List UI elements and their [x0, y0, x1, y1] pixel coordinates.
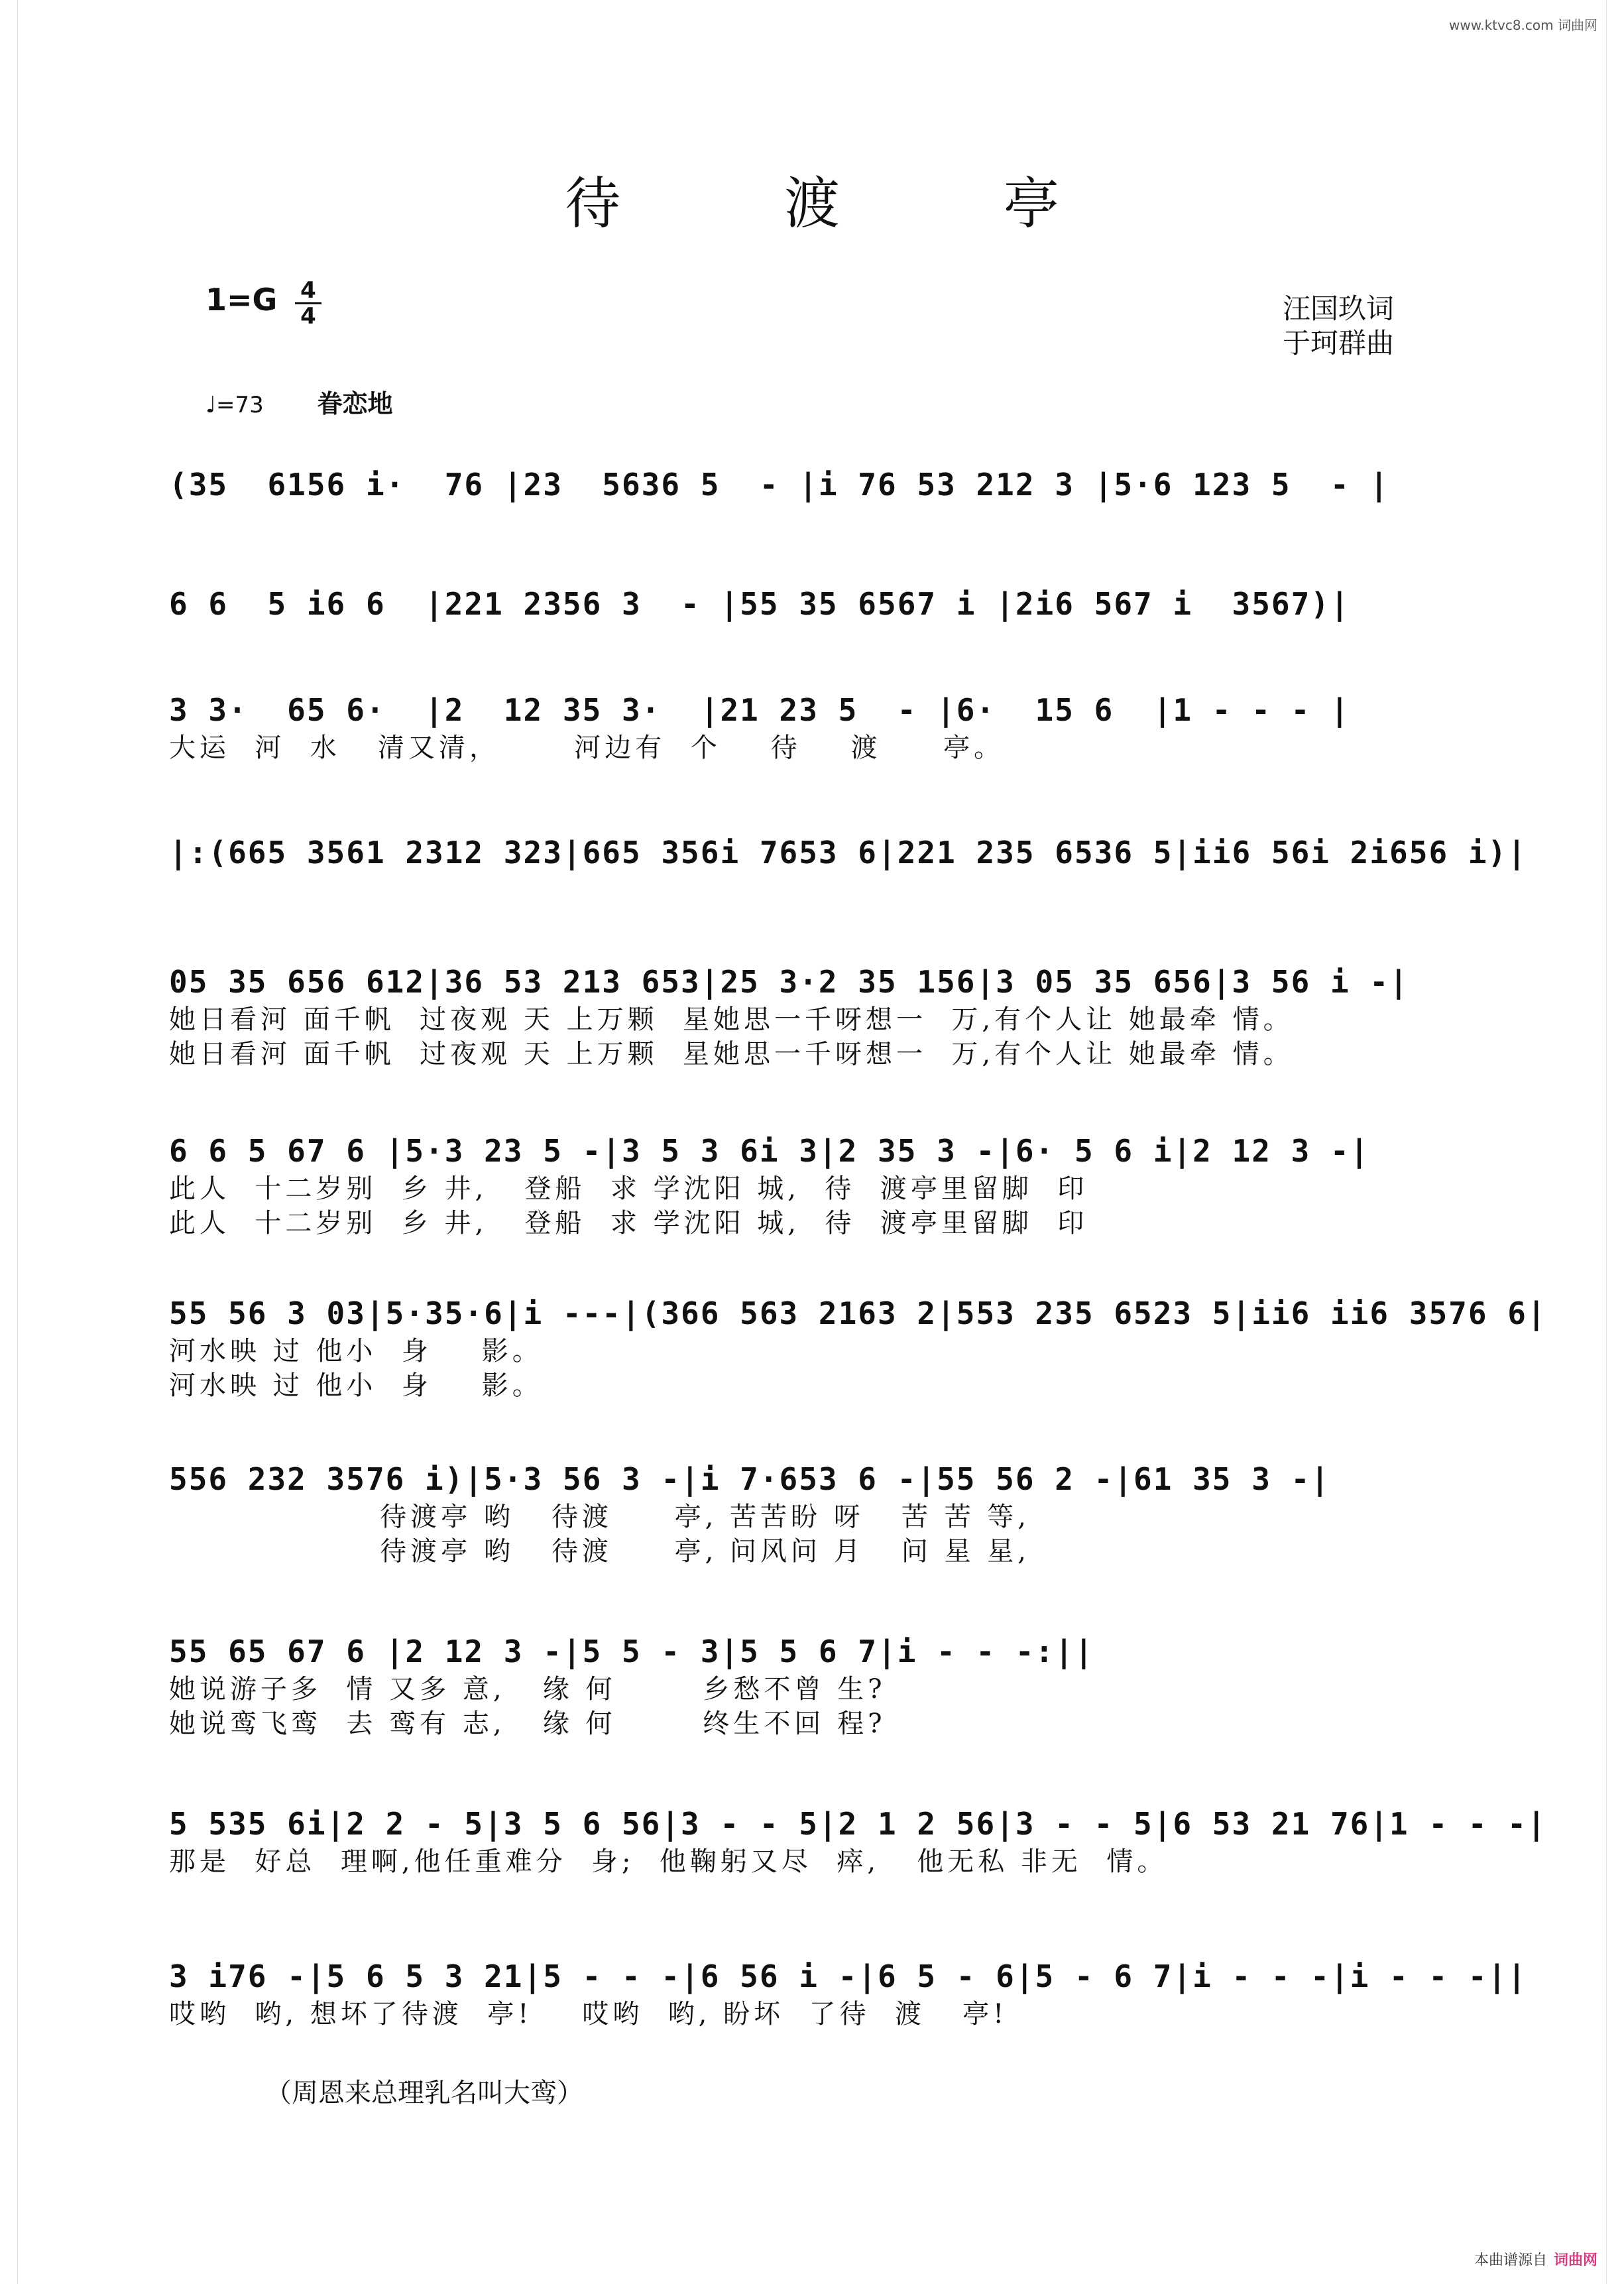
key-signature: 1=G [205, 282, 278, 318]
meter-top: 4 [295, 278, 321, 304]
notation-row: 5 535 6i|2 2 - 5|3 5 6 56|3 - - 5|2 1 2 56|3 - - 5|6 53 21 76|1 - - -| [169, 1806, 1547, 1842]
notation-row: 3 3· 65 6· |2 12 35 3· |21 23 5 - |6· 15 6 |1 - - - | [169, 692, 1350, 728]
score-line [169, 832, 1527, 873]
notation-row: 6 6 5 67 6 |5·3 23 5 -|3 5 3 6i 3|2 35 3 -|6· 5 6 i|2 12 3 -| [169, 1133, 1370, 1169]
lyric-row: 哎哟 哟, 想坏了待渡 亭! 哎哟 哟, 盼坏 了待 渡 亭! [169, 1999, 1008, 2029]
notation-row: 3 i76 -|5 6 5 3 21|5 - - -|6 56 i -|6 5 - 6|5 - 6 7|i - - -|i - - -|| [169, 1958, 1527, 1994]
lyric-row: 此人 十二岁别 乡 井, 登船 求 学沈阳 城, 待 渡亭里留脚 印 [169, 1208, 1088, 1238]
score-line [169, 961, 1462, 1071]
lyric-row: 她说鸾飞鸾 去 鸾有 志, 缘 何 终生不回 程? [169, 1709, 886, 1739]
lyric-row: 她说游子多 情 又多 意, 缘 何 乡愁不曾 生? [169, 1674, 886, 1705]
lyric-row: 待渡亭 哟 待渡 亭, 苦苦盼 呀 苦 苦 等, [169, 1502, 1031, 1532]
notation-row: 05 35 656 612|36 53 213 653|25 3·2 35 156|3 05 35 656|3 56 i -| [169, 964, 1409, 1000]
left-margin-strip [0, 0, 18, 2284]
score-line [169, 1631, 1462, 1741]
notation-row: (35 6156 i· 76 |23 5636 5 - |i 76 53 212 3 |5·6 123 5 - | [169, 467, 1390, 503]
credits [1283, 292, 1394, 361]
lyric-row: 待渡亭 哟 待渡 亭, 问风问 月 问 星 星, [169, 1536, 1031, 1567]
score-line [169, 464, 1462, 505]
lyric-row: 大运 河 水 清又清， 河边有 个 待 渡 亭。 [169, 733, 1005, 763]
tempo-marking [205, 383, 393, 420]
notation-row: 55 65 67 6 |2 12 3 -|5 5 - 3|5 5 6 7|i - - -:|| [169, 1634, 1094, 1669]
lyric-row: 她日看河 面千帆 过夜观 天 上万颗 星她思一千呀想一 万,有个人让 她最牵 情。 [169, 1039, 1294, 1069]
right-margin-strip [1606, 0, 1624, 2284]
lyric-row: 河水映 过 他小 身 影。 [169, 1370, 543, 1401]
score-line [169, 690, 1462, 765]
score-line [169, 583, 1462, 625]
score-line [169, 1459, 1462, 1569]
score-line [169, 1293, 1547, 1403]
score-line [169, 1130, 1462, 1240]
lyric-row: 河水映 过 他小 身 影。 [169, 1336, 543, 1366]
expression-mark: 眷恋地 [317, 389, 393, 418]
lyric-row: 此人 十二岁别 乡 井, 登船 求 学沈阳 城, 待 渡亭里留脚 印 [169, 1173, 1088, 1204]
lyricist: 汪国玖词 [1283, 292, 1395, 325]
site-tag[interactable]: www.ktvc8.com 词曲网 [1448, 17, 1597, 33]
time-signature [295, 278, 321, 328]
lyric-row: 那是 好总 理啊,他任重难分 身; 他鞠躬又尽 瘁, 他无私 非无 情。 [169, 1846, 1168, 1877]
notation-row: |:(665 3561 2312 323|665 356i 7653 6|221 235 6536 5|ii6 56i 2i656 i)| [169, 835, 1527, 871]
meter-bottom: 4 [300, 303, 316, 330]
notation-row: 556 232 3576 i)|5·3 56 3 -|i 7·653 6 -|55 56 2 -|61 35 3 -| [169, 1461, 1330, 1497]
page-title: 待 渡 亭 [565, 171, 1132, 236]
source-tag[interactable] [1474, 2249, 1597, 2269]
footnote: （周恩来总理乳名叫大鸾） [265, 2078, 583, 2108]
composer: 于珂群曲 [1283, 327, 1395, 359]
score-line [169, 1803, 1547, 1879]
notation-row: 55 56 3 03|5·35·6|i ---|(366 563 2163 2|553 235 6523 5|ii6 ii6 3576 6| [169, 1295, 1547, 1331]
notation-row: 6 6 5 i6 6 |221 2356 3 - |55 35 6567 i |2i6 567 i 3567)| [169, 586, 1350, 622]
lyric-row: 她日看河 面千帆 过夜观 天 上万颗 星她思一千呀想一 万,有个人让 她最牵 情。 [169, 1004, 1294, 1035]
tempo-value: ♩=73 [205, 392, 264, 418]
source-text: 本曲谱源自 [1474, 2252, 1547, 2269]
brand-link[interactable]: 词曲网 [1553, 2252, 1597, 2269]
score-line [169, 1956, 1527, 2031]
